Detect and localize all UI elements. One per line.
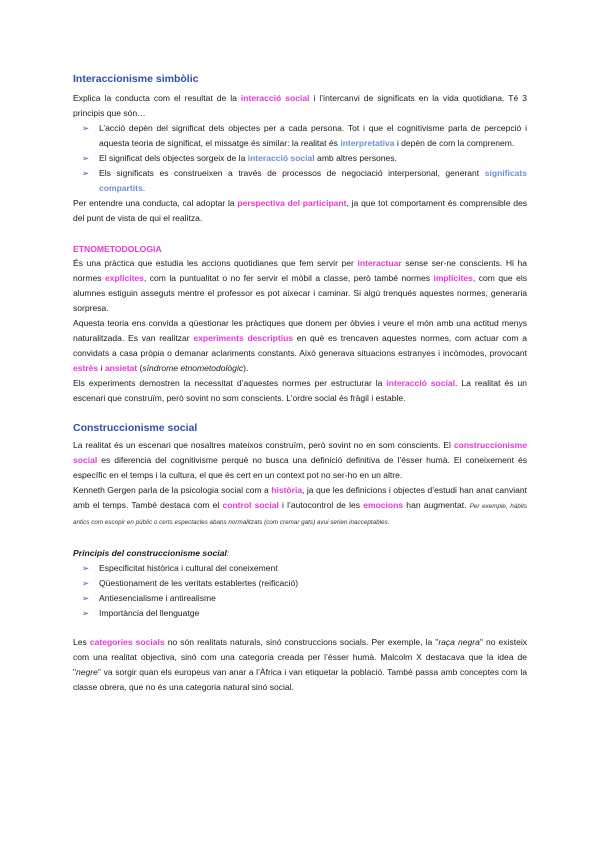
section-title-construccionisme: Construccionisme social [73,422,198,434]
paragraph: Aquesta teoria ens convida a qüestionar les pràctiques que donem per òbvies i veure el món amb una actitud menys naturalitzada. Es van realitzar experiments descriptius en què es trencaven aquestes normes, com actuar com a convidats a casa pròpia o demanar aclariments constants. Això generava situacions estranyes i incòmodes, provocant estrès i ansietat (síndrome etnometodològic). [73,318,528,373]
section-title-etnometodologia: ETNOMETODOLOGIA [73,244,162,254]
paragraph-outro: Per entendre una conducta, cal adoptar la perspectiva del participant, ja que tot comportament és comprensible des del punt de vista de qui el realitza. [73,198,528,223]
list-item: ➢ Els significats es construeixen a través de processos de negociació interpersonal, generant significats compartits. [82,168,527,193]
term-highlight: explícites [104,273,144,283]
paragraph: És una pràctica que estudia les accions quotidianes que fem servir per interactuar sense ser-ne conscients. Hi ha normes explícites, com la puntualitat o no fer servir el mòbil a classe, però també normes implícites, com que els alumnes estiguin asseguts mentre el professor es pot aixecar i caminar. Si algú trenqués aquestes normes, generaria sorpresa. [73,258,527,313]
arrow-bullet-icon: ➢ [82,593,90,603]
term-highlight: interacció social [240,93,310,103]
section-title-interaccionisme: Interaccionisme simbòlic [73,73,199,85]
term-highlight: control social [222,500,279,510]
term-highlight: estrès [73,363,99,373]
term-highlight: interpretativa [340,138,395,148]
term-highlight: ansietat [104,363,138,373]
list-item: ➢ El significat dels objectes sorgeix de la interacció social amb altres persones. [73,151,527,166]
example-note: Per exemple, hàbits antics com escopir en públic o certs espectacles abans normalitzats (com cremar gats) avui serien inacceptables. [73,503,527,526]
term-highlight: emocions [363,500,404,510]
list-item: ➢ Antiesencialisme i antirealisme [73,591,527,606]
paragraph: Els experiments demostren la necessitat d’aquestes normes per estructurar la interacció social. La realitat és un escenari que construïm, però sovint no som conscients. L’ordre social és fràgil i estable. [73,378,527,403]
term-highlight: història [271,485,303,495]
term-highlight: construccionisme social [73,440,527,465]
arrow-bullet-icon: ➢ [82,578,90,588]
subtitle-principles: Principis del construccionisme social: [73,548,230,558]
arrow-bullet-icon: ➢ [82,153,90,163]
term-highlight: significats compartits [99,168,527,193]
arrow-bullet-icon: ➢ [82,563,90,573]
document-body [73,72,527,695]
paragraph: Les categories socials no són realitats naturals, sinó construccions socials. Per exemple, la "raça negra" no existeix com una realitat objectiva, sinó com una categoria creada per l’ésser humà. Malcolm X destacava que la idea de "negre" va sorgir quan els europeus van anar a l’Àfrica i van etiquetar la població. També passa amb conceptes com la classe obrera, que no és una categoria natural sinó social. [73,637,528,692]
term-highlight: perspectiva del participant [237,198,347,208]
principles-list [73,561,527,621]
term-highlight: interacció social [386,378,456,388]
paragraph: La realitat és un escenari que nosaltres mateixos construïm, però sovint no en som conscients. El construccionisme social es diferencia del cognitivisme perquè no busca una definició definitiva de l’ésser humà. El coneixement és específic en el temps i la cultura, el que és cert en un context pot no ser-ho en un altre. [73,440,527,480]
arrow-bullet-icon: ➢ [82,168,90,178]
paragraph: Kenneth Gergen parla de la psicologia social com a història, ja que les definicions i objectes d’estudi han anat canviant amb el temps. També destaca com el control social i l’autocontrol de les emocions han augmentat. Per exemple, hàbits antics com escopir en públic o certs espectacles abans normalitzats (com cremar gats) avui serien inacceptables. [73,485,527,526]
term-highlight: implícites [433,273,473,283]
list-item: ➢ Qüestionament de les veritats establertes (reificació) [73,576,527,591]
list-item: ➢ L’acció depèn del significat dels objectes per a cada persona. Tot i que el cognitivisme parla de percepció i aquesta teoria de significat, el missatge és similar: la realitat és interpretativa i depèn de com la comprenem. [82,123,527,148]
term-highlight: experiments descriptius [193,333,294,343]
term-highlight: interactuar [357,258,402,268]
principles-list [73,121,527,196]
arrow-bullet-icon: ➢ [82,123,90,133]
list-item: ➢ Importància del llenguatge [73,606,527,621]
term-highlight: interacció social [247,153,315,163]
arrow-bullet-icon: ➢ [82,608,90,618]
term-highlight: categories socials [89,637,165,647]
list-item: ➢ Especificitat històrica i cultural del coneixement [73,561,527,576]
paragraph-intro: Explica la conducta com el resultat de la interacció social i l’intercanvi de significats en la vida quotidiana. Té 3 principis que són… [73,93,528,118]
